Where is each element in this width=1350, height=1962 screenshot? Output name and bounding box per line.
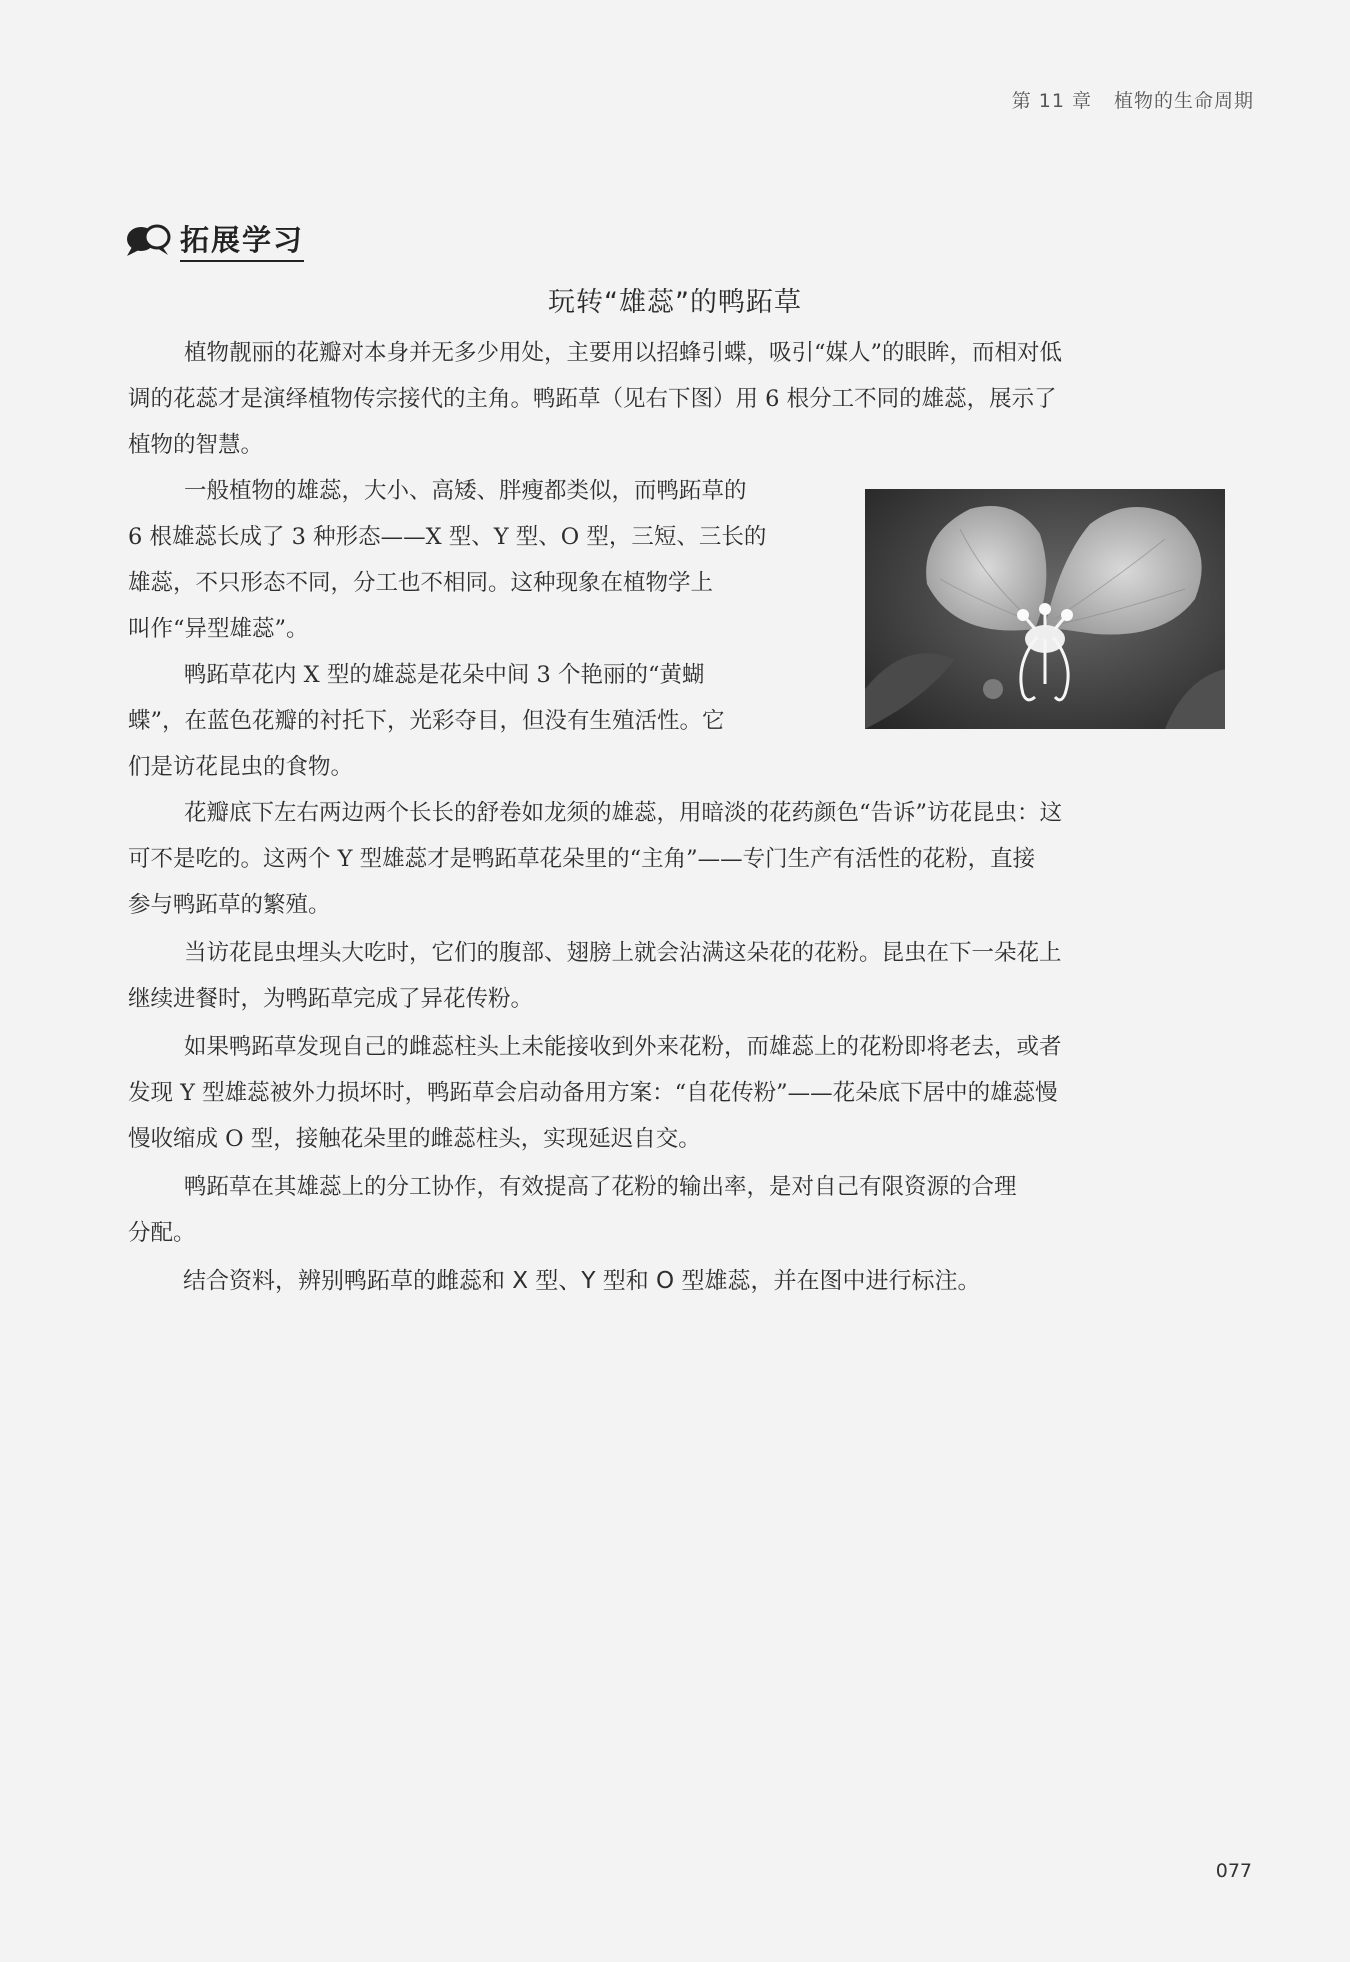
paragraph-line: 鸭跖草花内 X 型的雄蕊是花朵中间 3 个艳丽的“黄蝴 <box>184 662 705 688</box>
paragraph-line: 鸭跖草在其雄蕊上的分工协作，有效提高了花粉的输出率，是对自己有限资源的合理 <box>184 1174 1017 1200</box>
paragraph-1 <box>128 330 1250 468</box>
paragraph-line: 参与鸭跖草的繁殖。 <box>128 892 331 918</box>
paragraph-4 <box>128 790 1250 928</box>
paragraph-line: 如果鸭跖草发现自己的雌蕊柱头上未能接收到外来花粉，而雄蕊上的花粉即将老去，或者 <box>184 1034 1062 1060</box>
paragraph-line: 继续进餐时，为鸭跖草完成了异花传粉。 <box>128 986 534 1012</box>
page-number: 077 <box>1215 1860 1252 1882</box>
chapter-title: 植物的生命周期 <box>1113 90 1254 112</box>
paragraph-line: 们是访花昆虫的食物。 <box>128 754 354 780</box>
article-title: 玩转“雄蕊”的鸭跖草 <box>548 287 802 318</box>
paragraph-line: 6 根雄蕊长成了 3 种形态——X 型、Y 型、O 型，三短、三长的 <box>128 524 767 550</box>
paragraph-line: 一般植物的雄蕊，大小、高矮、胖瘦都类似，而鸭跖草的 <box>184 478 747 504</box>
chapter-number: 第 11 章 <box>1011 90 1092 112</box>
paragraph-5 <box>128 930 1250 1022</box>
paragraph-line: 植物的智慧。 <box>128 432 264 458</box>
paragraph-line: 慢收缩成 O 型，接触花朵里的雌蕊柱头，实现延迟自交。 <box>128 1126 701 1152</box>
paragraph-line: 叫作“异型雄蕊”。 <box>128 616 309 642</box>
paragraph-line: 可不是吃的。这两个 Y 型雄蕊才是鸭跖草花朵里的“主角”——专门生产有活性的花粉，直接 <box>128 846 1036 872</box>
running-header <box>1012 86 1254 113</box>
paragraph-2 <box>128 468 840 652</box>
paragraph-line: 调的花蕊才是演绎植物传宗接代的主角。鸭跖草（见右下图）用 6 根分工不同的雄蕊，展示了 <box>128 386 1057 412</box>
speech-bubbles-icon <box>124 221 172 259</box>
dayflower-photo <box>865 489 1225 729</box>
paragraph-line: 花瓣底下左右两边两个长长的舒卷如龙须的雄蕊，用暗淡的花药颜色“告诉”访花昆虫：这 <box>184 800 1063 826</box>
paragraph-line: 分配。 <box>128 1220 196 1246</box>
dayflower-image <box>865 489 1225 729</box>
paragraph-line: 蝶”，在蓝色花瓣的衬托下，光彩夺目，但没有生殖活性。它 <box>128 708 725 734</box>
paragraph-line: 发现 Y 型雄蕊被外力损坏时，鸭跖草会启动备用方案：“自花传粉”——花朵底下居中的雄蕊慢 <box>128 1080 1058 1106</box>
section-heading <box>124 218 304 262</box>
paragraph-3 <box>128 652 840 790</box>
paragraph-6 <box>128 1024 1250 1162</box>
paragraph-line: 植物靓丽的花瓣对本身并无多少用处，主要用以招蜂引蝶，吸引“媒人”的眼眸，而相对低 <box>184 340 1063 366</box>
exercise-instruction: 结合资料，辨别鸭跖草的雌蕊和 X 型、Y 型和 O 型雄蕊，并在图中进行标注。 <box>183 1268 981 1294</box>
paragraph-line: 当访花昆虫埋头大吃时，它们的腹部、翅膀上就会沾满这朵花的花粉。昆虫在下一朵花上 <box>184 940 1062 966</box>
paragraph-line: 雄蕊，不只形态不同，分工也不相同。这种现象在植物学上 <box>128 570 714 596</box>
paragraph-7 <box>128 1164 1250 1256</box>
section-label: 拓展学习 <box>180 218 304 262</box>
